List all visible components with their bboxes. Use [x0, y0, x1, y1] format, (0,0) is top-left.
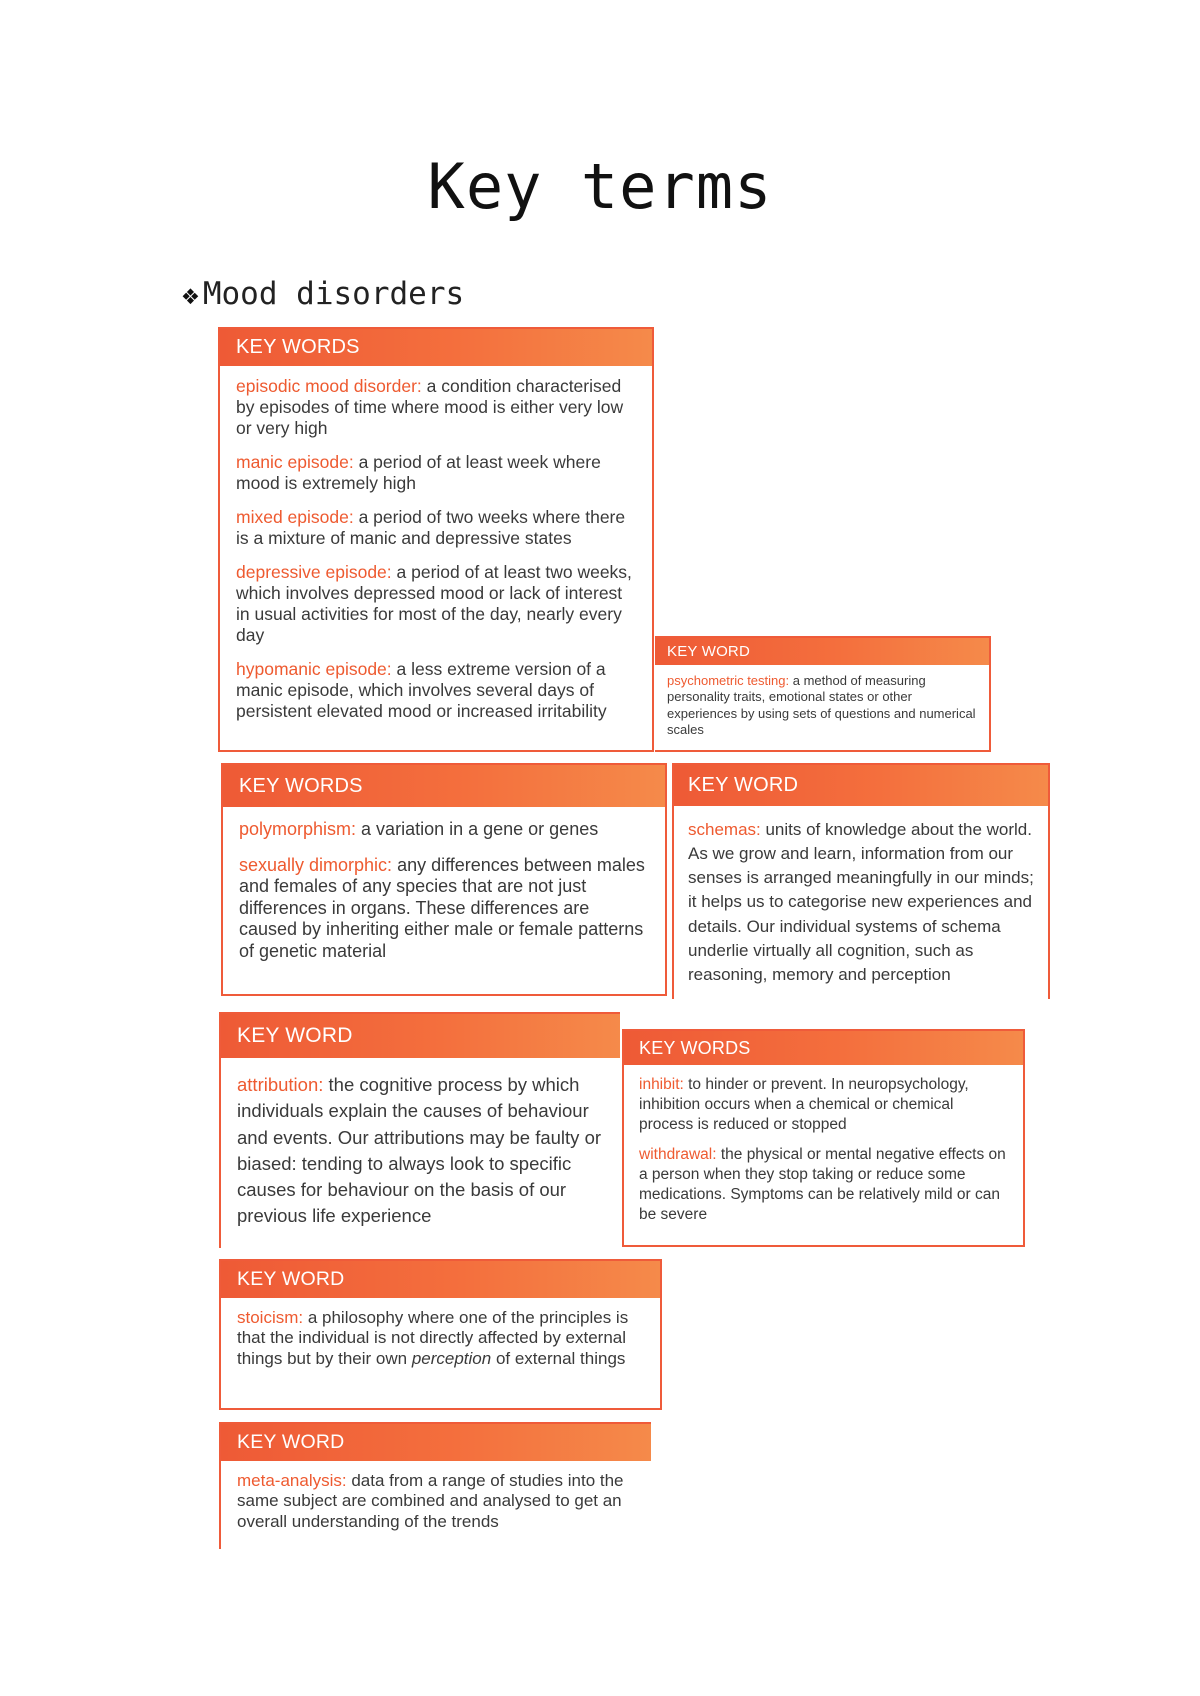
card-body [221, 1461, 651, 1532]
definition-entry [236, 376, 638, 439]
section-heading-text: Mood disorders [202, 276, 465, 312]
definition-entry [236, 452, 638, 494]
card-body [221, 1298, 660, 1369]
key-word-card-stoicism [219, 1259, 662, 1410]
term: stoicism: [237, 1308, 304, 1327]
page-title: Key terms [427, 150, 773, 223]
term: attribution: [237, 1074, 324, 1095]
definition-entry [237, 1308, 646, 1369]
definition: a period of at least week where mood is extremely high [236, 452, 601, 493]
definition: a less extreme version of a manic episode, which involves several days of persistent elevated mood or increased irritability [236, 659, 607, 721]
definition: the cognitive process by which individuals explain the causes of behaviour and events. Our attributions may be faulty or biased: tending to always look to specific causes for behaviour on the basis of our previous life experience [237, 1074, 602, 1227]
card-header: KEY WORDS [220, 329, 652, 366]
key-words-card-neuropsychology [622, 1029, 1025, 1247]
term: polymorphism: [239, 819, 357, 839]
term: meta-analysis: [237, 1471, 347, 1490]
definition-entry [236, 659, 638, 722]
term: depressive episode: [236, 562, 392, 582]
definition: data from a range of studies into the same subject are combined and analysed to get an overall understanding of the trends [237, 1471, 624, 1531]
card-body [223, 807, 665, 963]
card-header: KEY WORD [221, 1014, 620, 1058]
card-body [624, 1065, 1023, 1225]
definition-end: of external things [491, 1348, 626, 1368]
definition-entry [236, 562, 638, 646]
term: schemas: [688, 820, 761, 839]
definition: to hinder or prevent. In neuropsychology, inhibition occurs when a chemical or chemical process is reduced or stopped [639, 1076, 969, 1133]
definition: a philosophy where one of the principles is that the individual is not directly affected by external things but by their own [237, 1308, 629, 1368]
section-heading [182, 276, 464, 312]
card-header: KEY WORDS [223, 765, 665, 807]
definition: a method of measuring personality traits, emotional states or other experiences by using sets of questions and numerical scales [667, 673, 976, 737]
definition: a condition characterised by episodes of time where mood is either very low or very high [236, 376, 624, 438]
definition-entry [237, 1471, 637, 1532]
term: withdrawal: [639, 1146, 717, 1164]
definition: the physical or mental negative effects on a person when they stop taking or reduce some medications. Symptoms can be relatively mild or can be severe [639, 1146, 1006, 1223]
definition-entry [667, 673, 977, 738]
definition-entry [239, 819, 651, 841]
definition-entry [639, 1145, 1011, 1224]
definition: a period of two weeks where there is a mixture of manic and depressive states [236, 507, 626, 548]
definition: units of knowledge about the world. As we grow and learn, information from our senses is arranged meaningfully in our minds; it helps us to categorise new experiences and details. Our individual systems of schema underlie virtually all cognition, such as reasoning, memory and perception [688, 820, 1034, 984]
definition-entry [237, 1072, 610, 1230]
key-word-card-schemas [672, 763, 1050, 999]
card-header: KEY WORD [221, 1261, 660, 1298]
definition-entry [639, 1075, 1011, 1134]
definition-entry [688, 818, 1036, 987]
key-word-card-meta-analysis [219, 1422, 651, 1549]
definition-entry [239, 855, 651, 963]
card-header: KEY WORD [221, 1424, 651, 1461]
card-header: KEY WORD [674, 765, 1048, 806]
diamond-bullet-icon: ❖ [182, 277, 199, 311]
definition: any differences between males and females of any species that are not just differences in organs. These differences are caused by inheriting either male or female patterns of genetic material [239, 854, 645, 961]
term: inhibit: [639, 1076, 684, 1093]
card-body [221, 1058, 620, 1230]
card-header: KEY WORDS [624, 1031, 1023, 1065]
term: sexually dimorphic: [239, 854, 393, 875]
key-word-card-attribution [219, 1012, 620, 1248]
definition-emphasis [412, 1349, 491, 1368]
card-body [220, 366, 652, 722]
term: hypomanic episode: [236, 659, 392, 679]
card-header: KEY WORD [655, 638, 989, 665]
term: mixed episode: [236, 507, 354, 527]
definition: a period of at least two weeks, which involves depressed mood or lack of interest in usual activities for most of the day, nearly every day [236, 562, 632, 645]
card-body [674, 806, 1048, 987]
card-body [655, 665, 989, 738]
key-word-card-psychometric-testing [655, 636, 991, 752]
definition-entry [236, 507, 638, 549]
term: episodic mood disorder: [236, 376, 422, 396]
definition: a variation in a gene or genes [356, 819, 599, 839]
key-words-card-mood-episodes [218, 327, 654, 752]
term: psychometric testing: [667, 673, 790, 688]
key-words-card-genetics [221, 763, 667, 996]
term: manic episode: [236, 452, 354, 472]
italic-word: perception [411, 1348, 492, 1368]
